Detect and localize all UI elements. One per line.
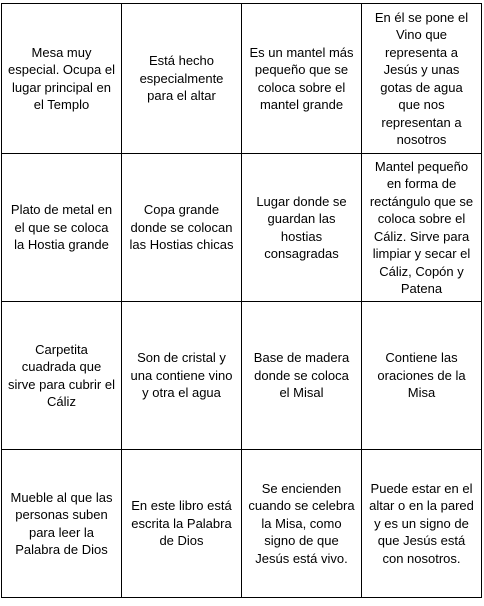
clue-card: Puede estar en el altar o en la pared y es un signo de que Jesús está con nosotros. [362,450,482,598]
clue-card: Plato de metal en el que se coloca la Hostia grande [2,154,122,302]
clue-card: Es un mantel más pequeño que se coloca sobre el mantel grande [242,4,362,154]
clue-card: Carpetita cuadrada que sirve para cubrir el Cáliz [2,302,122,450]
clue-card-grid [1,3,482,598]
grid-row-4 [2,450,482,598]
clue-card: Contiene las oraciones de la Misa [362,302,482,450]
clue-card: Mesa muy especial. Ocupa el lugar principal en el Templo [2,4,122,154]
clue-card: Mantel pequeño en forma de rectángulo que se coloca sobre el Cáliz. Sirve para limpiar y secar el Cáliz, Copón y Patena [362,154,482,302]
clue-card: Se encienden cuando se celebra la Misa, como signo de que Jesús está vivo. [242,450,362,598]
clue-card: Está hecho especialmente para el altar [122,4,242,154]
clue-card: Mueble al que las personas suben para leer la Palabra de Dios [2,450,122,598]
clue-card: Lugar donde se guardan las hostias consagradas [242,154,362,302]
clue-card: Son de cristal y una contiene vino y otra el agua [122,302,242,450]
clue-card: Copa grande donde se colocan las Hostias chicas [122,154,242,302]
clue-card: En él se pone el Vino que representa a Jesús y unas gotas de agua que nos representan a nosotros [362,4,482,154]
grid-row-2 [2,154,482,302]
clue-card: Base de madera donde se coloca el Misal [242,302,362,450]
clue-card: En este libro está escrita la Palabra de Dios [122,450,242,598]
grid-row-3 [2,302,482,450]
grid-row-1 [2,4,482,154]
